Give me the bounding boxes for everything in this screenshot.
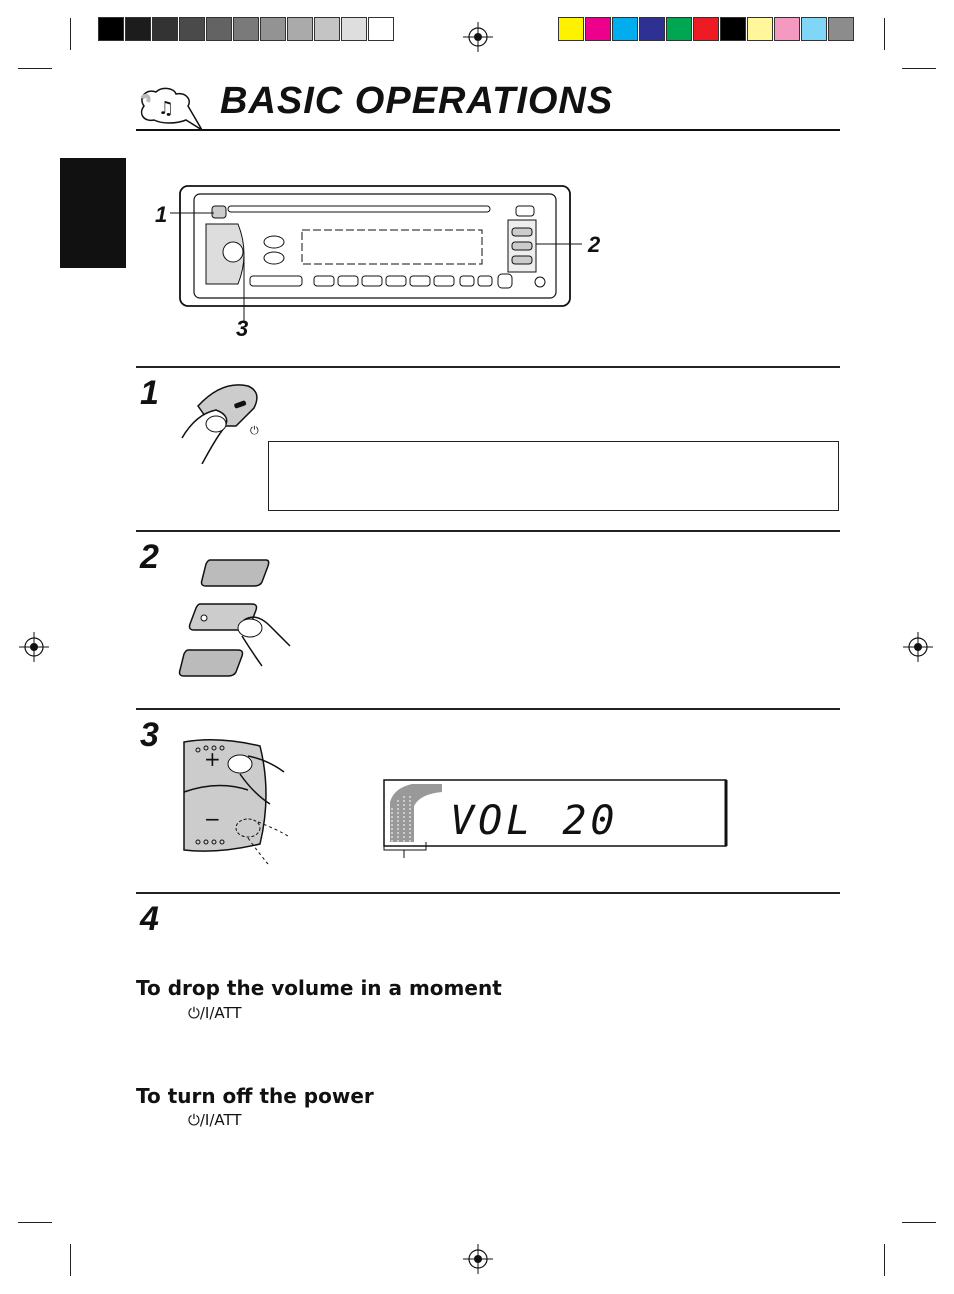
lcd-display: [378, 776, 732, 860]
title-underline: [136, 129, 840, 131]
power-att-button-reference: ⏻/I/ATT: [188, 1111, 242, 1129]
registration-mark-icon: [463, 22, 493, 52]
registration-mark-icon: [19, 632, 49, 662]
crop-mark: [884, 18, 885, 50]
grayscale-swatch: [233, 17, 259, 41]
step-divider: [136, 530, 840, 532]
lcd-readout: VOL 20: [450, 798, 619, 844]
finger-press-source-buttons-icon: [178, 556, 298, 680]
color-swatch: [828, 17, 854, 41]
color-swatch: [747, 17, 773, 41]
color-swatch: [666, 17, 692, 41]
callout-1: 1: [155, 202, 168, 227]
grayscale-swatch: [125, 17, 151, 41]
step-divider: [136, 366, 840, 368]
color-swatch: [693, 17, 719, 41]
music-note-icon: [136, 84, 206, 134]
power-att-button-reference: ⏻/I/ATT: [188, 1004, 242, 1022]
step-4-number: 4: [140, 900, 159, 938]
crop-mark: [884, 1244, 885, 1276]
grayscale-swatch: [98, 17, 124, 41]
crop-mark: [70, 1244, 71, 1276]
step-2-number: 2: [140, 538, 159, 576]
crop-mark: [18, 1222, 52, 1223]
finger-press-power-icon: [178, 380, 268, 464]
color-swatch: [801, 17, 827, 41]
section-heading-turn-off-power: To turn off the power: [136, 1084, 374, 1108]
grayscale-swatch: [206, 17, 232, 41]
page-title: BASIC OPERATIONS: [220, 80, 614, 122]
note-box: [268, 441, 839, 511]
callout-leaders: [160, 200, 600, 330]
color-swatch: [585, 17, 611, 41]
svg-text:+: +: [204, 747, 221, 771]
color-swatch: [774, 17, 800, 41]
svg-text:♫: ♫: [158, 98, 175, 119]
color-swatch: [639, 17, 665, 41]
grayscale-swatch: [152, 17, 178, 41]
crop-mark: [902, 1222, 936, 1223]
step-divider: [136, 708, 840, 710]
crop-mark: [18, 68, 52, 69]
section-heading-drop-volume: To drop the volume in a moment: [136, 976, 502, 1000]
registration-mark-icon: [463, 1244, 493, 1274]
grayscale-swatch: [260, 17, 286, 41]
step-3-number: 3: [140, 716, 159, 754]
svg-text:⏻: ⏻: [250, 424, 259, 437]
grayscale-swatch: [368, 17, 394, 41]
language-tab: [60, 158, 126, 268]
grayscale-swatch: [287, 17, 313, 41]
crop-mark: [70, 18, 71, 50]
callout-2: 2: [588, 232, 601, 257]
callout-3: 3: [236, 316, 249, 341]
color-swatch: [558, 17, 584, 41]
grayscale-swatch: [314, 17, 340, 41]
crop-mark: [902, 68, 936, 69]
color-swatch: [612, 17, 638, 41]
grayscale-swatch: [341, 17, 367, 41]
registration-mark-icon: [903, 632, 933, 662]
grayscale-swatch: [179, 17, 205, 41]
volume-knob-press-icon: [178, 734, 298, 866]
color-swatch: [720, 17, 746, 41]
step-divider: [136, 892, 840, 894]
svg-text:−: −: [204, 807, 221, 831]
step-1-number: 1: [140, 374, 159, 412]
